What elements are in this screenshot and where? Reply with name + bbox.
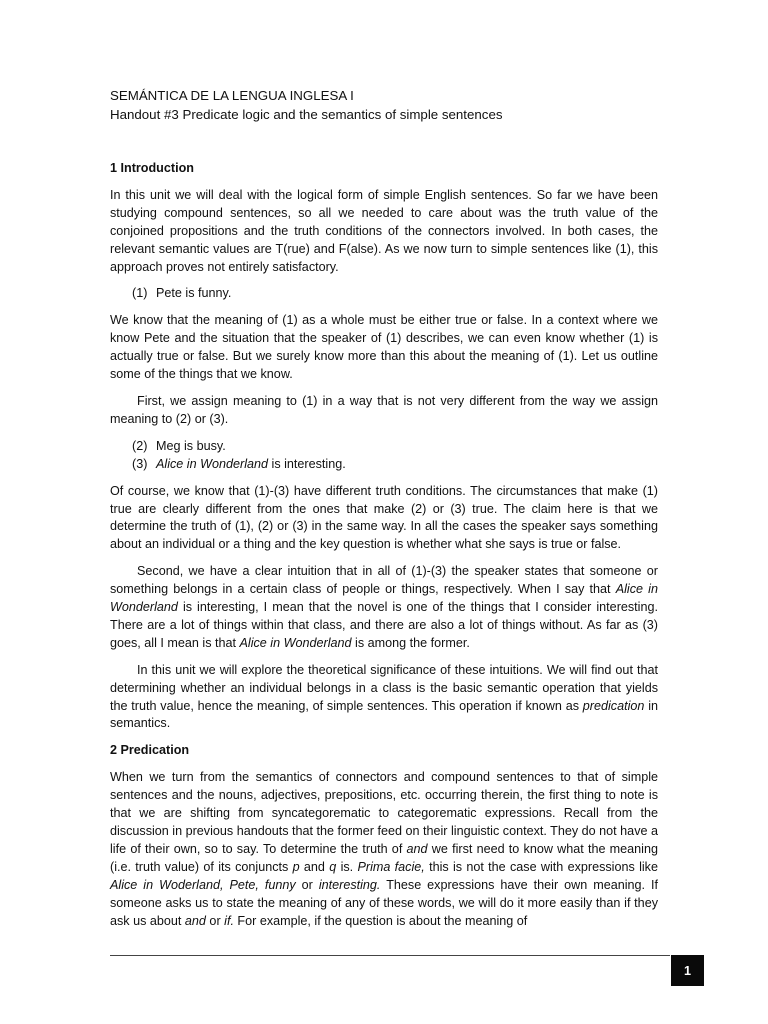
course-title: SEMÁNTICA DE LA LENGUA INGLESA I <box>110 88 354 103</box>
paragraph: In this unit we will deal with the logical form of simple English sentences. So far we have been studying compound sentences, so all we needed to care about was the truth value of the conjoined propositions and the truth conditions of the connectors involved. In both cases, the relevant semantic values are T(rue) and F(alse). As we now turn to simple sentences like (1), this approach proves not entirely satisfactory. <box>110 187 658 274</box>
page-number: 1 <box>671 955 704 986</box>
handout-title: Handout #3 Predicate logic and the semantics of simple sentences <box>110 107 503 122</box>
paragraph: When we turn from the semantics of connectors and compound sentences to that of simple sentences and the nouns, adjectives, prepositions, etc. occurring therein, the first thing to note is that we are shifting from syncategorematic to categorematic expressions. Recall from the discussion in previous handouts that the former feed on their linguistic context. They do not have a life of their own, so to say. To determine the truth of and we first need to know what the meaning (i.e. truth value) of its conjuncts p and q is. Prima facie, this is not the case with expressions like Alice in Woderland, Pete, funny or interesting. These expressions have their own meaning. If someone asks us to state the meaning of any of these words, we will do it more easily than if they ask us about and or if. For example, if the question is about the meaning of <box>110 770 659 928</box>
footer-rule <box>110 955 670 956</box>
example-list <box>132 285 658 303</box>
paragraph: First, we assign meaning to (1) in a way that is not very different from the way we assign meaning to (2) or (3). <box>110 393 658 426</box>
paragraph: In this unit we will explore the theoretical significance of these intuitions. We will find out that determining whether an individual belongs in a class is the basic semantic operation that yields the truth value, hence the meaning, of simple sentences. This operation if known as predication in semantics. <box>110 662 658 731</box>
italic-title: Alice in Wonderland <box>156 456 269 471</box>
example-2 <box>132 438 658 456</box>
paragraph: We know that the meaning of (1) as a whole must be either true or false. In a context where we know Pete and the situation that the speaker of (1) describes, we can even know whether (1) is actually true or false. But we surely know more than this about the meaning of (1). Let us outline some of the things that we know. <box>110 313 658 382</box>
example-1 <box>132 285 658 303</box>
example-number: (3) <box>132 456 148 471</box>
paragraph: Second, we have a clear intuition that in all of (1)-(3) the speaker states that someone or something belongs in a certain class of people or things, respectively. When I say that Alice in Wonderland is interesting, I mean that the novel is one of the things that I consider interesting. There are a lot of things within that class, and there are also a lot of things without. As far as (3) goes, all I mean is that Alice in Wonderland is among the former. <box>110 564 658 650</box>
paragraph: Of course, we know that (1)-(3) have different truth conditions. The circumstances that make (1) true are clearly different from the ones that make (2) or (3) true. The claim here is that we determine the truth of (1), (2) or (3) in the same way. In all the cases the speaker says something about an individual or a thing and the key question is whether what she says is true or false. <box>110 483 658 552</box>
example-text: Pete is funny. <box>156 286 232 301</box>
example-text: Alice in Wonderland is interesting. <box>156 456 346 471</box>
example-number: (1) <box>132 286 148 301</box>
example-text: Meg is busy. <box>156 438 226 453</box>
section-heading-predication: 2 Predication <box>110 743 190 758</box>
example-3 <box>132 456 658 474</box>
page-content <box>110 86 658 939</box>
example-number: (2) <box>132 438 148 453</box>
document-header <box>110 86 658 124</box>
example-list <box>132 438 658 474</box>
section-heading-introduction: 1 Introduction <box>110 161 194 175</box>
